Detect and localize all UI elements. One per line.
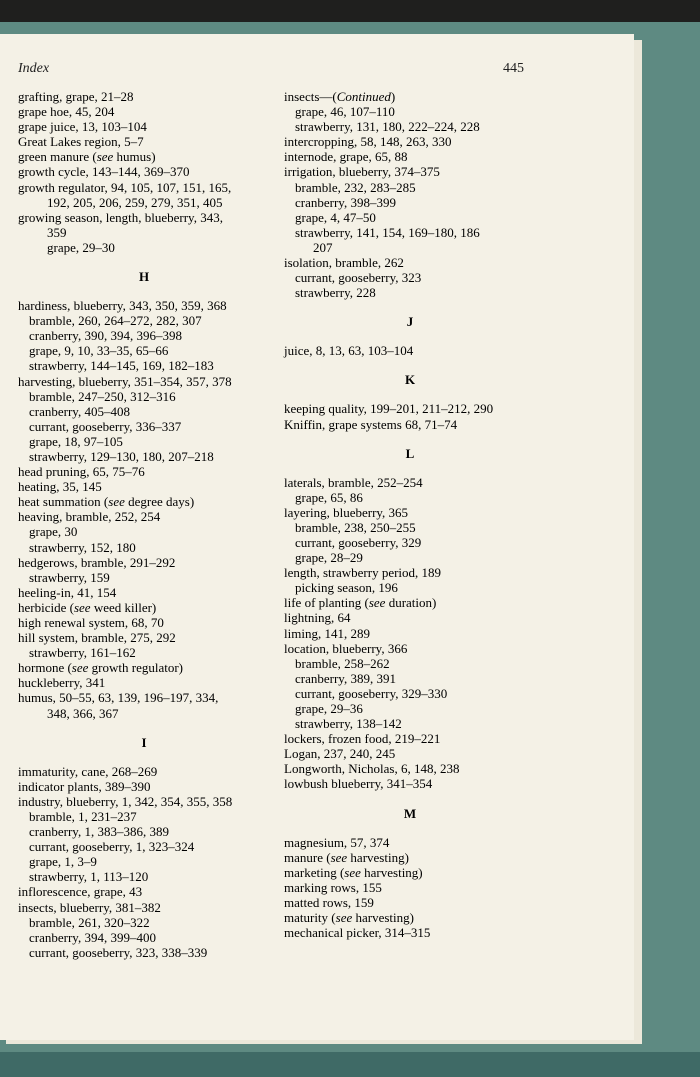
index-entry bbox=[284, 910, 536, 925]
index-entry: currant, gooseberry, 323 bbox=[295, 270, 422, 286]
index-entry: strawberry, 144–145, 169, 182–183 bbox=[29, 358, 214, 374]
index-entry: currant, gooseberry, 336–337 bbox=[29, 418, 182, 434]
index-entry: location, blueberry, 366 bbox=[284, 640, 408, 656]
index-entry: Longworth, Nicholas, 6, 148, 238 bbox=[284, 761, 460, 777]
entry-italic: see bbox=[73, 599, 91, 615]
entry-italic: see bbox=[368, 595, 386, 611]
index-entry: grape, 65, 86 bbox=[295, 489, 363, 505]
index-column-left bbox=[18, 89, 270, 960]
index-entry: harvesting, blueberry, 351–354, 357, 378 bbox=[18, 373, 232, 389]
index-entry: irrigation, blueberry, 374–375 bbox=[284, 164, 440, 180]
index-entry: strawberry, 141, 154, 169–180, 186 bbox=[295, 224, 480, 240]
entry-text: harvesting) bbox=[360, 864, 423, 880]
entry-text: life of planting ( bbox=[284, 595, 369, 611]
section-letter: M bbox=[403, 805, 417, 821]
index-entry: cranberry, 394, 399–400 bbox=[29, 929, 156, 945]
entry-italic: see bbox=[344, 864, 361, 880]
index-entry: 348, 366, 367 bbox=[47, 705, 119, 721]
entry-text: weed killer) bbox=[90, 599, 157, 615]
entry-text: harvesting) bbox=[352, 910, 414, 926]
index-entry: high renewal system, 68, 70 bbox=[18, 615, 164, 630]
index-entry: currant, gooseberry, 329–330 bbox=[295, 685, 448, 701]
entry-text: harvesting) bbox=[347, 849, 409, 865]
index-entry: bramble, 1, 231–237 bbox=[29, 808, 137, 824]
index-entry: juice, 8, 13, 63, 103–104 bbox=[284, 343, 414, 359]
index-entry: head pruning, 65, 75–76 bbox=[18, 464, 145, 480]
index-entry: grape, 29–30 bbox=[47, 239, 115, 255]
index-entry: immaturity, cane, 268–269 bbox=[18, 763, 158, 779]
index-entry: grape, 28–29 bbox=[295, 550, 363, 566]
index-entry: strawberry, 228 bbox=[295, 285, 376, 301]
entry-italic: Continued bbox=[336, 89, 391, 104]
index-entry: picking season, 196 bbox=[295, 580, 398, 596]
entry-text: green manure ( bbox=[18, 149, 97, 165]
index-entry: Great Lakes region, 5–7 bbox=[18, 134, 144, 150]
index-entry: strawberry, 159 bbox=[29, 569, 110, 585]
index-entry: grape, 4, 47–50 bbox=[295, 209, 376, 225]
index-entry: hill system, bramble, 275, 292 bbox=[18, 630, 176, 646]
entry-italic: see bbox=[71, 660, 89, 676]
index-entry: internode, grape, 65, 88 bbox=[284, 149, 408, 165]
index-entry: humus, 50–55, 63, 139, 196–197, 334, bbox=[18, 690, 219, 706]
index-entry: strawberry, 152, 180 bbox=[29, 539, 136, 555]
index-entry: lightning, 64 bbox=[284, 610, 351, 626]
index-entry bbox=[284, 89, 536, 104]
index-entry: grape juice, 13, 103–104 bbox=[18, 119, 147, 135]
entry-text: ) bbox=[390, 89, 396, 104]
index-entry: grape, 46, 107–110 bbox=[295, 104, 395, 120]
index-entry: growing season, length, blueberry, 343, bbox=[18, 209, 223, 225]
index-entry bbox=[284, 865, 536, 880]
index-entry: indicator plants, 389–390 bbox=[18, 778, 151, 794]
section-letter: L bbox=[405, 445, 415, 461]
section-letter: H bbox=[138, 269, 150, 285]
index-entry: strawberry, 131, 180, 222–224, 228 bbox=[295, 119, 480, 135]
entry-text: heat summation ( bbox=[18, 494, 109, 510]
book-cover-edge bbox=[0, 1052, 700, 1077]
index-entry: industry, blueberry, 1, 342, 354, 355, 358 bbox=[18, 793, 233, 809]
index-entry: keeping quality, 199–201, 211–212, 290 bbox=[284, 401, 494, 417]
section-letter: I bbox=[141, 734, 147, 750]
index-entry: bramble, 238, 250–255 bbox=[295, 519, 416, 535]
index-entry bbox=[284, 850, 536, 865]
index-entry: strawberry, 138–142 bbox=[295, 716, 402, 732]
index-entry: layering, blueberry, 365 bbox=[284, 504, 409, 520]
index-entry: strawberry, 129–130, 180, 207–218 bbox=[29, 448, 214, 464]
entry-text: manure ( bbox=[284, 849, 331, 865]
section-letter: K bbox=[404, 372, 416, 388]
index-entry: cranberry, 398–399 bbox=[295, 194, 396, 210]
index-entry bbox=[18, 149, 270, 164]
index-entry: bramble, 247–250, 312–316 bbox=[29, 388, 176, 404]
index-entry: grape hoe, 45, 204 bbox=[18, 104, 115, 120]
index-entry: grafting, grape, 21–28 bbox=[18, 89, 134, 104]
index-entry: isolation, bramble, 262 bbox=[284, 255, 404, 271]
index-entry: growth cycle, 143–144, 369–370 bbox=[18, 164, 190, 180]
index-entry: 359 bbox=[47, 224, 67, 240]
index-entry: grape, 9, 10, 33–35, 65–66 bbox=[29, 343, 169, 359]
index-entry bbox=[18, 494, 270, 509]
running-head: Index bbox=[18, 61, 50, 76]
entry-text: degree days) bbox=[124, 494, 195, 510]
entry-text: growth regulator) bbox=[88, 660, 183, 676]
index-entry: magnesium, 57, 374 bbox=[284, 834, 390, 850]
index-entry: hedgerows, bramble, 291–292 bbox=[18, 554, 176, 570]
entry-text: herbicide ( bbox=[18, 599, 74, 615]
index-entry: bramble, 258–262 bbox=[295, 655, 390, 671]
entry-italic: see bbox=[335, 910, 353, 926]
entry-italic: see bbox=[330, 849, 348, 865]
index-entry: hardiness, blueberry, 343, 350, 359, 368 bbox=[18, 298, 227, 314]
page-number: 445 bbox=[503, 61, 524, 76]
index-entry: currant, gooseberry, 323, 338–339 bbox=[29, 944, 208, 960]
index-entry: heaving, bramble, 252, 254 bbox=[18, 509, 161, 525]
index-entry: grape, 18, 97–105 bbox=[29, 433, 123, 449]
index-entry: heating, 35, 145 bbox=[18, 479, 102, 495]
index-entry: intercropping, 58, 148, 263, 330 bbox=[284, 134, 452, 150]
entry-text: maturity ( bbox=[284, 910, 336, 926]
index-entry: Logan, 237, 240, 245 bbox=[284, 746, 396, 762]
index-entry: grape, 29–36 bbox=[295, 701, 363, 716]
index-entry: laterals, bramble, 252–254 bbox=[284, 474, 423, 490]
entry-text: duration) bbox=[385, 595, 437, 611]
index-entry: cranberry, 390, 394, 396–398 bbox=[29, 328, 182, 344]
index-entry: length, strawberry period, 189 bbox=[284, 565, 442, 581]
index-entry: cranberry, 389, 391 bbox=[295, 670, 396, 686]
index-entry: marking rows, 155 bbox=[284, 879, 382, 895]
index-entry: matted rows, 159 bbox=[284, 894, 374, 910]
index-entry: mechanical picker, 314–315 bbox=[284, 925, 431, 941]
index-entry: currant, gooseberry, 1, 323–324 bbox=[29, 839, 195, 855]
index-entry: Kniffin, grape systems 68, 71–74 bbox=[284, 416, 458, 432]
entry-text: marketing ( bbox=[284, 864, 345, 880]
entry-italic: see bbox=[108, 494, 125, 510]
index-entry: bramble, 232, 283–285 bbox=[295, 179, 416, 195]
entry-italic: see bbox=[96, 149, 114, 165]
index-entry: grape, 1, 3–9 bbox=[29, 854, 97, 870]
index-entry: 192, 205, 206, 259, 279, 351, 405 bbox=[47, 194, 223, 210]
index-entry: huckleberry, 341 bbox=[18, 675, 106, 691]
index-entry: cranberry, 1, 383–386, 389 bbox=[29, 824, 169, 840]
index-entry bbox=[284, 595, 536, 610]
index-entry: inflorescence, grape, 43 bbox=[18, 884, 143, 900]
index-entry: grape, 30 bbox=[29, 524, 78, 540]
index-entry: heeling-in, 41, 154 bbox=[18, 584, 117, 600]
index-entry bbox=[18, 600, 270, 615]
index-entry: lockers, frozen food, 219–221 bbox=[284, 731, 441, 747]
index-entry: growth regulator, 94, 105, 107, 151, 165, bbox=[18, 179, 232, 195]
index-entry: liming, 141, 289 bbox=[284, 625, 370, 641]
index-entry: cranberry, 405–408 bbox=[29, 403, 130, 419]
index-entry: 207 bbox=[313, 239, 333, 255]
entry-text: humus) bbox=[113, 149, 156, 165]
index-entry bbox=[18, 660, 270, 675]
index-entry: currant, gooseberry, 329 bbox=[295, 534, 422, 550]
index-entry: bramble, 260, 264–272, 282, 307 bbox=[29, 313, 202, 329]
index-entry: strawberry, 161–162 bbox=[29, 645, 136, 661]
index-entry: bramble, 261, 320–322 bbox=[29, 914, 150, 930]
entry-text: insects—( bbox=[284, 89, 337, 104]
index-entry: insects, blueberry, 381–382 bbox=[18, 899, 161, 915]
index-entry: lowbush blueberry, 341–354 bbox=[284, 776, 433, 792]
index-entry: strawberry, 1, 113–120 bbox=[29, 869, 149, 885]
entry-text: hormone ( bbox=[18, 660, 72, 676]
section-letter: J bbox=[406, 314, 414, 330]
index-column-right bbox=[284, 89, 536, 940]
